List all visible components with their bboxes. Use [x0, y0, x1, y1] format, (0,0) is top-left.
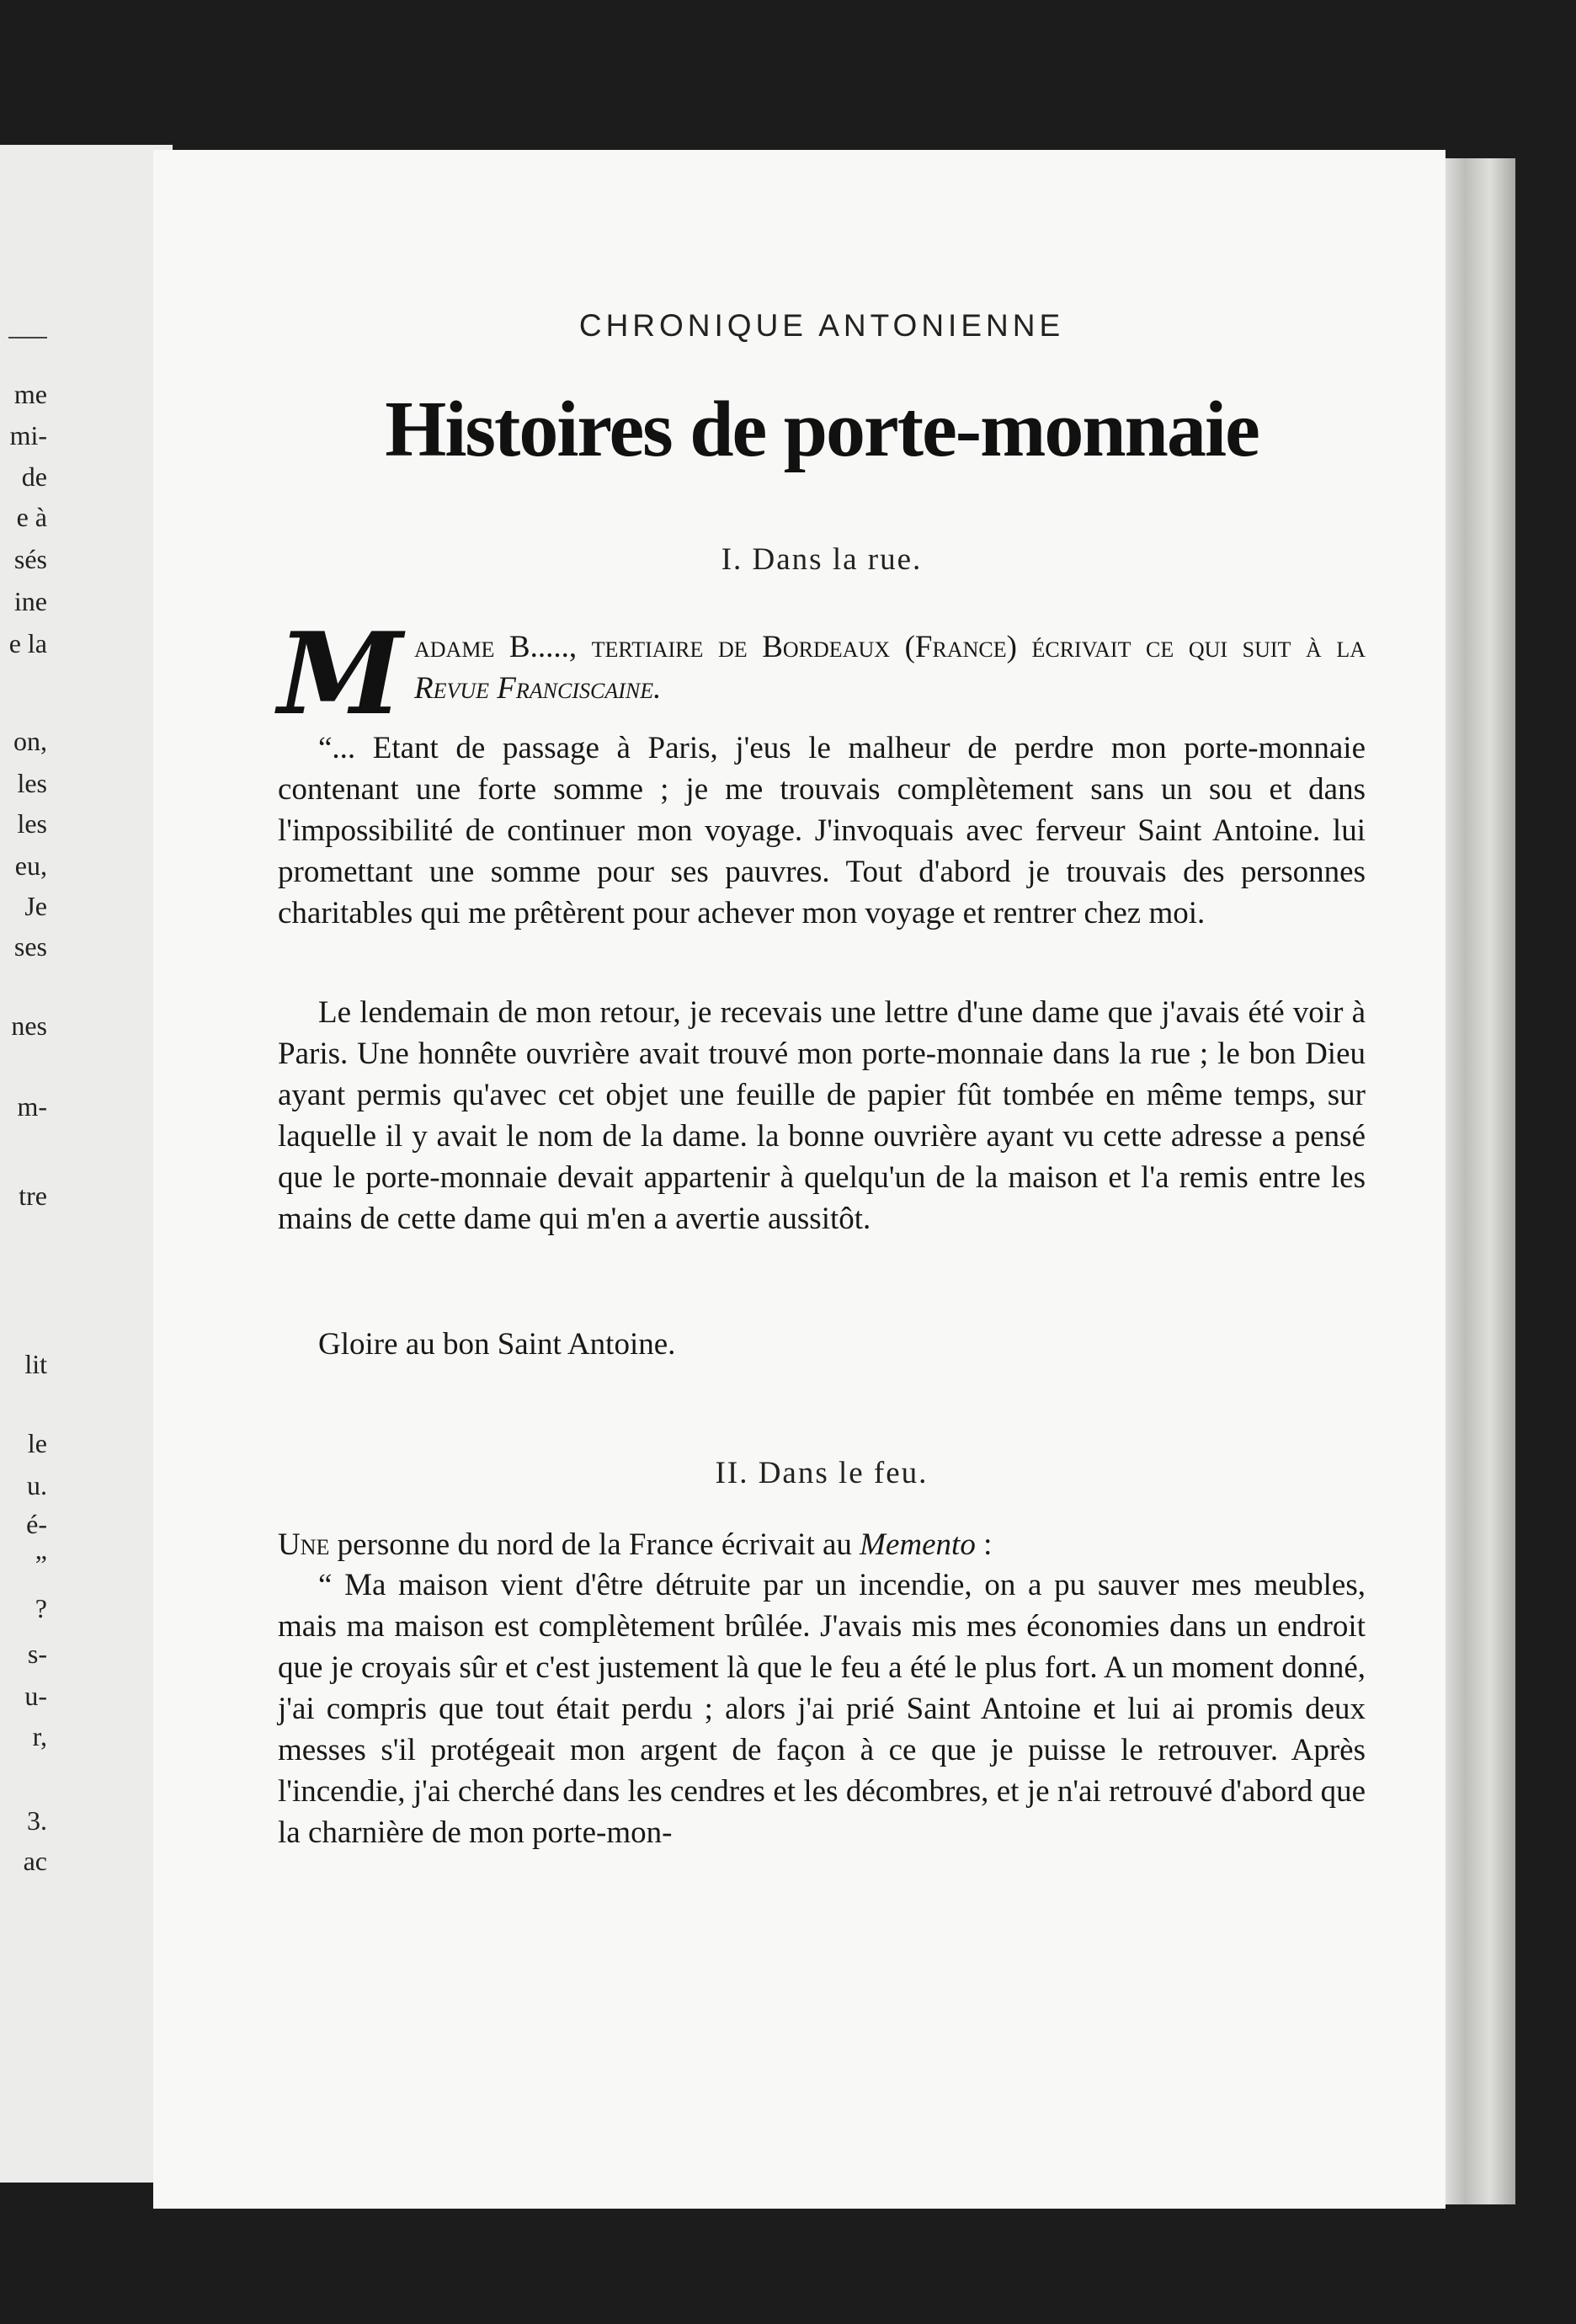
section-heading-1: I. Dans la rue.: [721, 542, 923, 577]
previous-page-fragment: ”: [35, 1549, 47, 1580]
previous-page-fragment: nes: [11, 1010, 47, 1041]
paragraph-5-smallcaps: Une: [278, 1527, 330, 1562]
previous-page-fragment: u-: [24, 1681, 47, 1711]
previous-page-fragment: ac: [23, 1846, 47, 1876]
previous-page-fragment: é-: [26, 1509, 47, 1539]
previous-page-fragment: r,: [32, 1721, 47, 1751]
previous-page-fragment: tre: [19, 1181, 47, 1211]
article-title: Histoires de porte-monnaie: [385, 386, 1259, 473]
previous-page-fragment: Je: [24, 891, 47, 921]
previous-page-fragment: s-: [27, 1639, 47, 1669]
previous-page-fragment: on,: [13, 726, 47, 756]
paragraph-4: Gloire au bon Saint Antoine.: [318, 1327, 676, 1362]
revue-franciscaine: Revue Franciscaine.: [414, 671, 662, 706]
previous-page-fragment: u.: [27, 1470, 47, 1500]
previous-page-fragment: e à: [16, 502, 47, 532]
previous-page-fragment: le: [27, 1428, 47, 1458]
paragraph-6: “ Ma maison vient d'être détruite par un incendie, on a pu sauver mes meubles, mais ma maison est complètement brûlée. J'avais mis mes économies dans un endroit que je croyais sûr et c'est justement là que le feu a été le plus fort. A un moment donné, j'ai compris que tout était perdu ; alors j'ai prié Saint Antoine et lui ai promis deux messes s'il protégeait mon argent de façon à ce que je puisse le retrouver. Après l'incendie, j'ai cherché dans les cendres et les décombres, et je n'ai retrouvé d'abord que la charnière de mon porte-mon-: [278, 1568, 1366, 1850]
previous-page-fragment: ine: [13, 586, 47, 616]
previous-page-fragment: e la: [8, 628, 47, 658]
book-page: [153, 150, 1446, 2209]
previous-page-fragment: m-: [17, 1091, 47, 1122]
memento: Memento: [860, 1527, 976, 1562]
previous-page-fragment: me: [13, 379, 47, 409]
previous-page-fragment: mi-: [9, 420, 47, 450]
previous-page-fragment: de: [21, 461, 47, 492]
previous-page-edge: [0, 145, 173, 2183]
section-kicker: CHRONIQUE ANTONIENNE: [578, 308, 1065, 343]
previous-page-fragment: ?: [35, 1593, 47, 1623]
paragraph-5: [278, 1524, 1366, 1565]
paragraph-5-text: personne du nord de la France écrivait au: [337, 1527, 852, 1562]
previous-page-fragment: sés: [13, 544, 47, 574]
dropcap-letter: M: [278, 607, 403, 740]
paragraph-1-text: adame B....., tertiaire de Bordeaux (France) écrivait ce qui suit à la: [414, 630, 1366, 664]
previous-page-fragment: eu,: [14, 850, 47, 881]
paragraph-3: Le lendemain de mon retour, je recevais une lettre d'une dame que j'avais été voir à Paris. Une honnête ouvrière avait trouvé mon porte-monnaie dans la rue ; le bon Dieu ayant permis qu'avec cet objet une feuille de papier fût tombée en même temps, sur laquelle il y avait le nom de la dame. la bonne ouvrière ayant vu cette adresse a pensé que le porte-monnaie devait appartenir à quelqu'un de la maison et l'a remis entre les mains de cette dame qui m'en a avertie aussitôt.: [278, 995, 1366, 1236]
previous-page-fragment: les: [17, 768, 47, 798]
previous-page-fragment: 3.: [27, 1805, 47, 1836]
paragraph-5-end: :: [983, 1527, 993, 1562]
paragraph-2: “... Etant de passage à Paris, j'eus le malheur de perdre mon porte-monnaie contenant une forte somme ; je me trouvais complètement sans un sou et dans l'impossibilité de continuer mon voyage. J'invoquais avec ferveur Saint Antoine. lui promettant une somme pour ses pauvres. Tout d'abord je trouvais des personnes charitables qui me prêtèrent pour achever mon voyage et rentrer chez moi.: [278, 731, 1366, 930]
paragraph-1: [278, 607, 1366, 740]
previous-page-fragment: les: [17, 808, 47, 839]
previous-page-rule: [8, 337, 47, 338]
paragraph-1-lead: [278, 623, 1366, 709]
section-heading-2: II. Dans le feu.: [715, 1456, 929, 1490]
previous-page-fragment: lit: [24, 1349, 47, 1379]
previous-page-fragment: ses: [13, 931, 47, 962]
